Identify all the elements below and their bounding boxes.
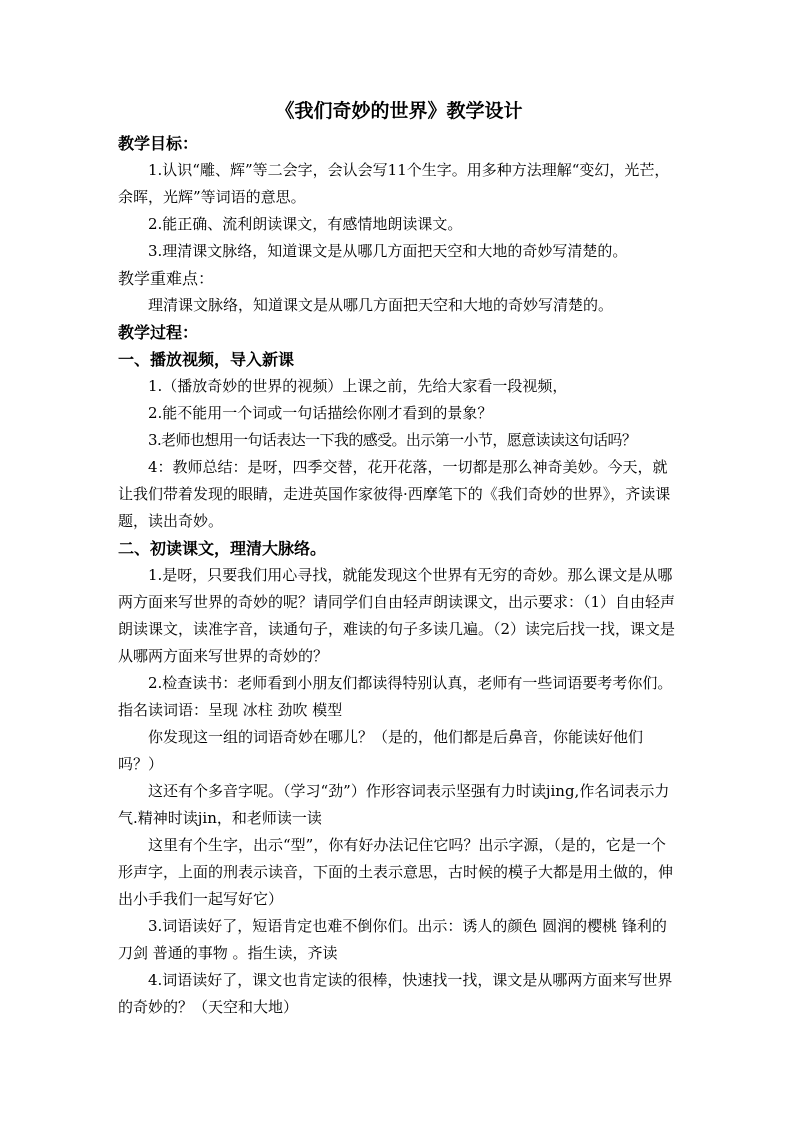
section-2-paragraph-7: 4.词语读好了，课文也肯定读的很棒，快速找一找，课文是从哪两方面来写世界的奇妙的？（天空和大地） [118,971,673,1016]
section-2-paragraph-5: 这里有个生字，出示“型”，你有好办法记住它吗？出示字源，（是的，它是一个形声字，上面的刑表示读音，下面的土表示意思，古时候的模子大都是用土做的，伸出小手我们一起写好它） [118,836,674,908]
section-2-paragraph-1: 1.是呀，只要我们用心寻找，就能发现这个世界有无穷的奇妙。那么课文是从哪两方面来写世界的奇妙的呢？请同学们自由轻声朗读课文，出示要求：（1）自由轻声朗读课文，读准字音，读通句子，难读的句子多读几遍。（2）读完后找一找，课文是从哪两方面来写世界的奇妙的？ [118,566,676,665]
section-1-paragraph-4: 4：教师总结：是呀，四季交替，花开花落，一切都是那么神奇美妙。今天，就让我们带着发现的眼睛，走进英国作家彼得·西摩笔下的《我们奇妙的世界》，齐读课题，读出奇妙。 [118,458,671,530]
key-points-heading: 教学重难点： [118,269,215,288]
section-1-paragraph-1: 1.（播放奇妙的世界的视频）上课之前，先给大家看一段视频， [148,377,568,395]
section-2-paragraph-2: 2.检查读书：老师看到小朋友们都读得特别认真，老师有一些词语要考考你们。指名读词语：呈现 冰柱 劲吹 模型 [118,674,673,719]
section-2-paragraph-4: 这还有个多音字呢。（学习“劲”）作形容词表示坚强有力时读jing,作名词表示力气.精神时读jin，和老师读一读 [118,782,670,827]
section-2-paragraph-6: 3.词语读好了，短语肯定也难不倒你们。出示：诱人的颜色 圆润的樱桃 锋利的刀剑 普通的事物 。指生读，齐读 [118,917,667,962]
goal-item-1: 1.认识“雕、辉”等二会字，会认会写11个生字。用多种方法理解“变幻，光芒，余晖，光辉”等词语的意思。 [118,161,670,206]
document-title: 《我们奇妙的世界》教学设计 [275,100,523,122]
teaching-process-heading: 教学过程： [118,323,199,342]
section-1-paragraph-3: 3.老师也想用一句话表达一下我的感受。出示第一小节，愿意读读这句话吗？ [148,431,637,449]
section-1-paragraph-2: 2.能不能用一个词或一句话描绘你刚才看到的景象？ [148,404,493,422]
goal-item-2: 2.能正确、流利朗读课文，有感情地朗读课文。 [148,215,463,233]
key-points-text: 理清课文脉络，知道课文是从哪几方面把天空和大地的奇妙写清楚的。 [148,296,614,314]
section-2-heading: 二、初读课文，理清大脉络。 [118,539,327,558]
teaching-goals-heading: 教学目标： [118,134,199,153]
goal-item-3: 3.理清课文脉络，知道课文是从哪几方面把天空和大地的奇妙写清楚的。 [148,242,628,260]
document-content [118,98,680,1021]
section-1-heading: 一、播放视频，导入新课 [118,350,295,369]
section-2-paragraph-3: 你发现这一组的词语奇妙在哪儿？（是的，他们都是后鼻音，你能读好他们吗？） [118,728,644,773]
